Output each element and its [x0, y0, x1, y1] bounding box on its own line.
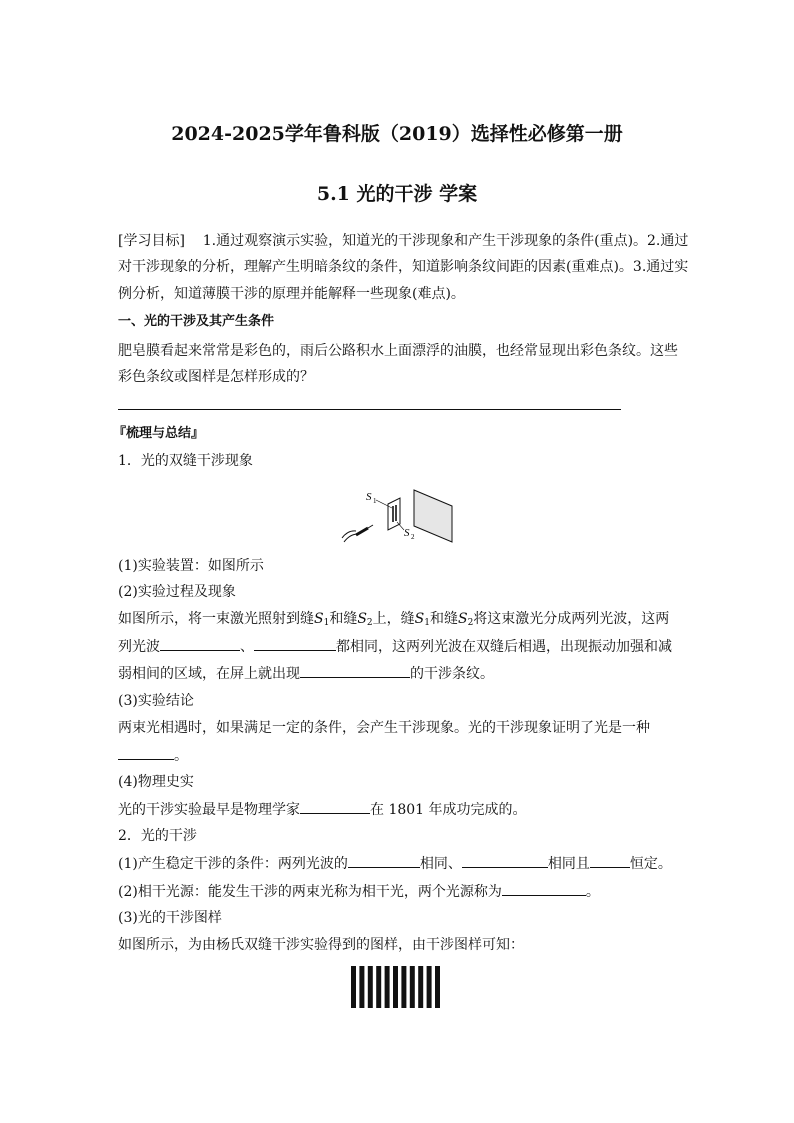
document-subtitle: 5.1 光的干涉 学案: [316, 183, 478, 205]
fringe-stripe: [435, 966, 440, 1008]
item1-p8: 。: [118, 745, 188, 766]
item1-p1: (1)实验装置：如图所示: [118, 558, 264, 574]
fill-blank-3[interactable]: [300, 663, 410, 678]
laser-pen-icon: [342, 525, 373, 542]
interference-fringe-pattern: [350, 965, 442, 1009]
section-heading-1: 一、光的干涉及其产生条件: [118, 314, 275, 329]
fringe-stripe: [368, 966, 373, 1008]
fringe-stripe: [418, 966, 423, 1008]
slit-plate: [388, 498, 400, 530]
fringe-stripe: [393, 966, 398, 1008]
fringe-stripe: [351, 966, 356, 1008]
fringe-stripe: [376, 966, 381, 1008]
summary-label: 『梳理与总结』: [113, 426, 205, 441]
fringe-stripe: [385, 966, 390, 1008]
label-s1-sub: 1: [373, 497, 377, 505]
double-slit-diagram: [340, 478, 460, 548]
item1-p3: 如图所示，将一束激光照射到缝$S_1$和缝$S_2$上，缝$S_1$和缝$S_2$将这束激光分成两列光波，这两: [118, 611, 670, 628]
fringe-stripes: [351, 966, 440, 1008]
objectives-label: [学习目标]: [118, 233, 185, 249]
fill-blank-4[interactable]: [118, 745, 174, 760]
document-title: 2024-2025学年鲁科版（2019）选择性必修第一册: [171, 123, 623, 145]
item1-p6: (3)实验结论: [118, 693, 194, 709]
item1-p7: 两束光相遇时，如果满足一定的条件，会产生干涉现象。光的干涉现象证明了光是一种: [118, 720, 650, 736]
item2-p2: (2)相干光源：能发生干涉的两束光称为相干光，两个光源称为 。: [118, 881, 600, 902]
objectives-line-1: [118, 231, 688, 251]
fill-blank-9[interactable]: [502, 881, 586, 896]
objectives-text-1: 1.通过观察演示实验，知道光的干涉现象和产生干涉现象的条件(重点)。2.通过: [202, 233, 689, 249]
question-line-2: 彩色条纹或图样是怎样形成的？: [118, 369, 314, 385]
fill-blank-1[interactable]: [160, 636, 240, 651]
fill-blank-7[interactable]: [462, 853, 548, 868]
fringe-stripe: [410, 966, 415, 1008]
item1-p4: 列光波 、 都相同，这两列光波在双缝后相遇，出现振动加强和减: [118, 636, 672, 657]
fringe-stripe: [401, 966, 406, 1008]
fill-blank-5[interactable]: [300, 799, 370, 814]
answer-line: [118, 409, 621, 410]
fill-blank-2[interactable]: [254, 636, 336, 651]
item2-heading: 2．光的干涉: [118, 828, 197, 844]
item2-p3: (3)光的干涉图样: [118, 910, 222, 926]
item1-p2: (2)实验过程及现象: [118, 584, 236, 600]
item2-p4: 如图所示，为由杨氏双缝干涉实验得到的图样，由干涉图样可知：: [118, 937, 524, 953]
objectives-line-3: 例分析，知道薄膜干涉的原理并能解释一些现象(难点)。: [118, 286, 465, 302]
screen: [414, 490, 452, 542]
item2-p1: (1)产生稳定干涉的条件：两列光波的 相同、 相同且 恒定。: [118, 853, 672, 874]
label-s1: S: [366, 491, 372, 503]
label-s2: S: [404, 527, 410, 539]
fill-blank-6[interactable]: [348, 853, 420, 868]
fringe-stripe: [427, 966, 432, 1008]
item1-p10: 光的干涉实验最早是物理学家 在 1801 年成功完成的。: [118, 799, 527, 820]
item1-heading: 1．光的双缝干涉现象: [118, 453, 253, 469]
objectives-line-2: 对干涉现象的分析，理解产生明暗条纹的条件，知道影响条纹间距的因素(重难点)。3.通过实: [118, 259, 689, 275]
item1-p5: 弱相间的区域，在屏上就出现 的干涉条纹。: [118, 663, 494, 684]
item1-p9: (4)物理史实: [118, 774, 194, 790]
fringe-stripe: [359, 966, 364, 1008]
label-s2-sub: 2: [411, 533, 415, 541]
question-line-1: 肥皂膜看起来常常是彩色的，雨后公路积水上面漂浮的油膜，也经常显现出彩色条纹。这些: [118, 343, 678, 359]
fill-blank-8[interactable]: [590, 853, 630, 868]
